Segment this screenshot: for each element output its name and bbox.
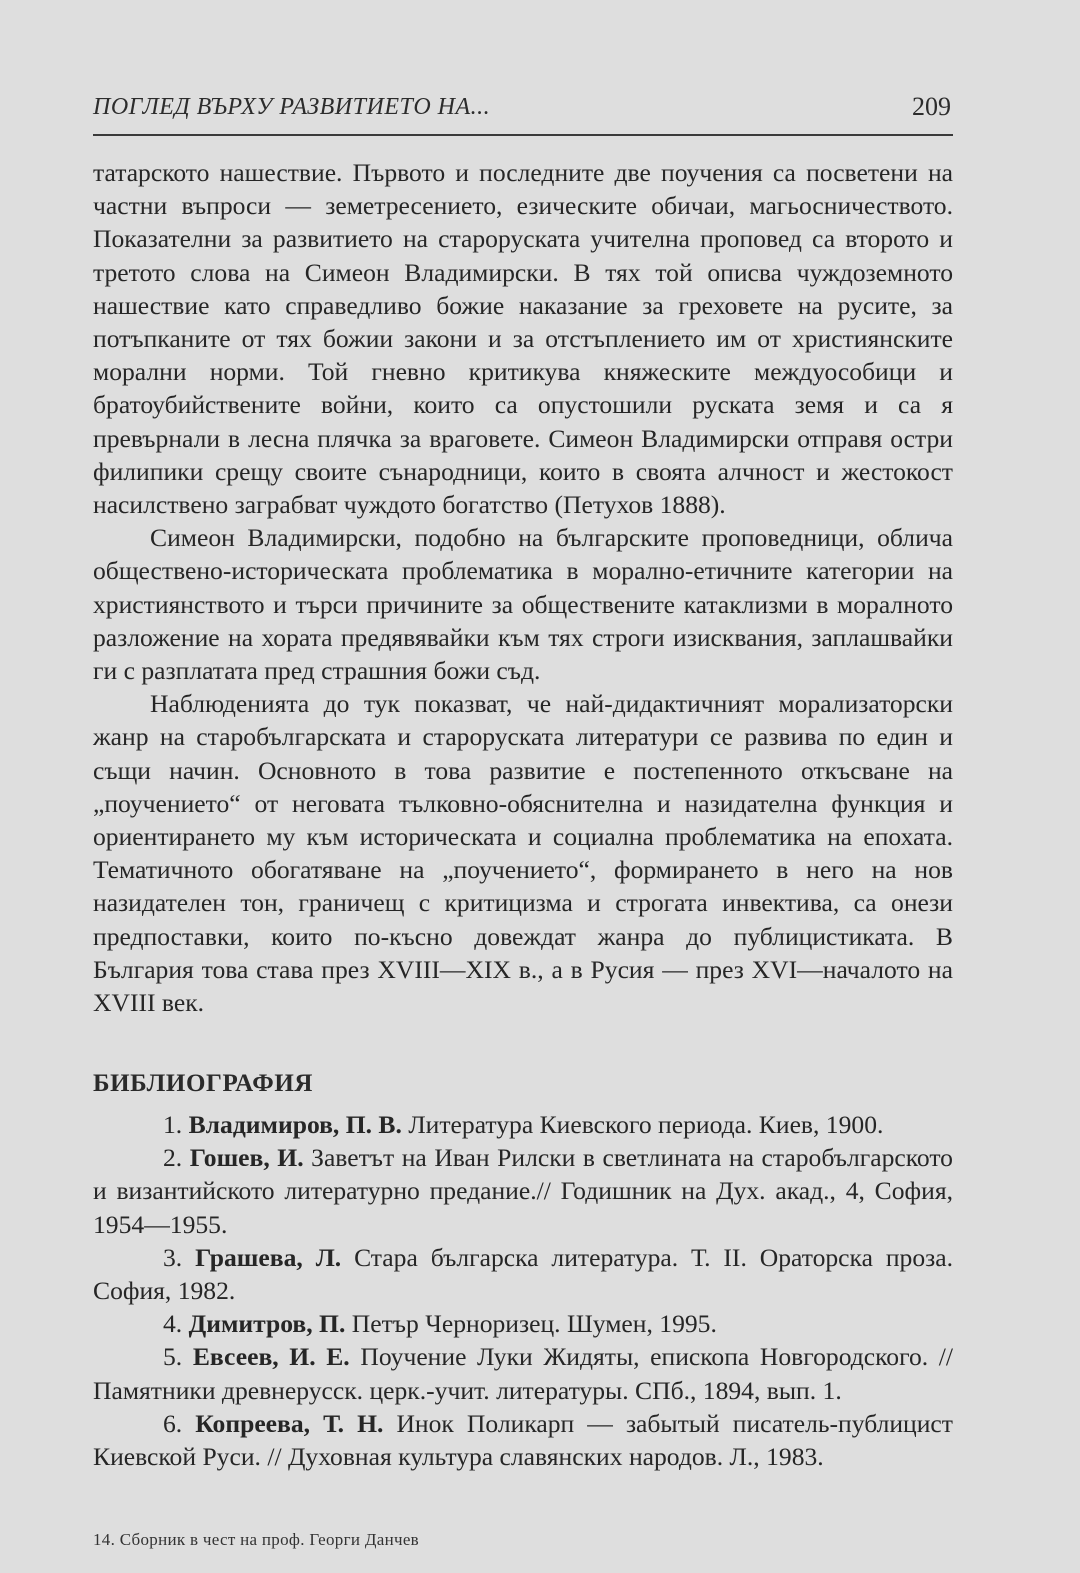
bibliography-item (93, 1241, 953, 1307)
item-author: Димитров, П. (188, 1309, 346, 1339)
item-number: 6. (163, 1408, 183, 1438)
bibliography-heading: БИБЛИОГРАФИЯ (93, 1070, 314, 1097)
bibliography-item (93, 1340, 953, 1406)
paragraph: Наблюденията до тук показват, че най-дидактичният морализаторски жанр на старобългарската и староруската литератури се развива по един и същи начин. Основното в това развитие е постепенното откъсване на „поучението“ от неговата тълковно-обяснителна и назидателна функция и ориентирането му към историческата и социална проблематика на епохата. Тематичното обогатяване на „поучението“, формирането в него на нов назидателен тон, граничещ с критицизма и строгата инвектива, са онези предпоставки, които по-късно довеждат жанра до публицистиката. В България това става през XVIII—XIX в., а в Русия — през XVI—началото на XVIII век. (93, 689, 953, 1018)
item-number: 5. (163, 1342, 183, 1372)
bibliography-list (93, 1108, 953, 1473)
item-number: 3. (163, 1242, 183, 1272)
paragraph: Симеон Владимирски, подобно на българските проповедници, облича обществено-историческата проблематика в морално-етичните категории на християнството и търси причините за обществените катаклизми в моралното разложение на хората предявявайки към тях строги изисквания, заплашвайки ги с разплатата пред страшния божи съд. (93, 523, 953, 686)
bibliography-item (93, 1307, 953, 1340)
bibliography-item (93, 1108, 953, 1141)
item-author: Гошев, И. (189, 1143, 304, 1173)
running-head: ПОГЛЕД ВЪРХУ РАЗВИТИЕТО НА... (93, 94, 491, 120)
item-text: Заветът на Иван Рилски в светлината на старобългарското и византийското литературно предание.// Годишник на Дух. акад., 4, София, 1954—1955. (93, 1143, 953, 1239)
bibliography-item (93, 1407, 953, 1473)
item-text: Поучение Луки Жидяты, епископа Новгородского. //Памятники древнерусск. церк.-учит. литературы. СПб., 1894, вып. 1. (93, 1342, 954, 1405)
item-author: Копреева, Т. Н. (195, 1408, 384, 1438)
page-header (93, 88, 953, 136)
item-text: Петър Черноризец. Шумен, 1995. (351, 1309, 717, 1339)
signature-footer: 14. Сборник в чест на проф. Георги Данчев (93, 1530, 419, 1549)
paragraph: татарското нашествие. Първото и последните две поучения са посветени на частни въпроси — земетресението, езическите обичаи, магьосничеството. Показателни за развитието на староруската учителна проповед са второто и третото слова на Симеон Владимирски. В тях той описва чуждоземното нашествие като справедливо божие наказание за греховете на русите, за потъпканите от тях божии закони и за отстъплението им от християнските морални норми. Той гневно критикува княжеските междуособици и братоубийствените войни, които са опустошили руската земя и са я превърнали в лесна плячка за враговете. Симеон Владимирски отправя остри филипики срещу своите сънародници, които в своята алчност и жестокост насилствено заграбват чуждото богатство (Петухов 1888). (93, 158, 953, 520)
item-number: 2. (163, 1143, 183, 1173)
item-author: Евсеев, И. Е. (192, 1342, 350, 1372)
main-text (93, 156, 953, 1019)
page-number: 209 (912, 92, 951, 121)
item-number: 1. (163, 1110, 183, 1139)
item-text: Литература Киевского периода. Киев, 1900. (408, 1110, 884, 1139)
bibliography-item (93, 1141, 953, 1241)
item-text: Инок Поликарп — забытый писатель-публицист Киевской Руси. // Духовная культура славянских народов. Л., 1983. (93, 1408, 953, 1472)
item-author: Грашева, Л. (195, 1242, 342, 1272)
item-author: Владимиров, П. В. (188, 1110, 402, 1139)
item-number: 4. (163, 1309, 183, 1339)
item-text: Стара българска литература. Т. II. Ораторска проза. София, 1982. (93, 1242, 953, 1306)
